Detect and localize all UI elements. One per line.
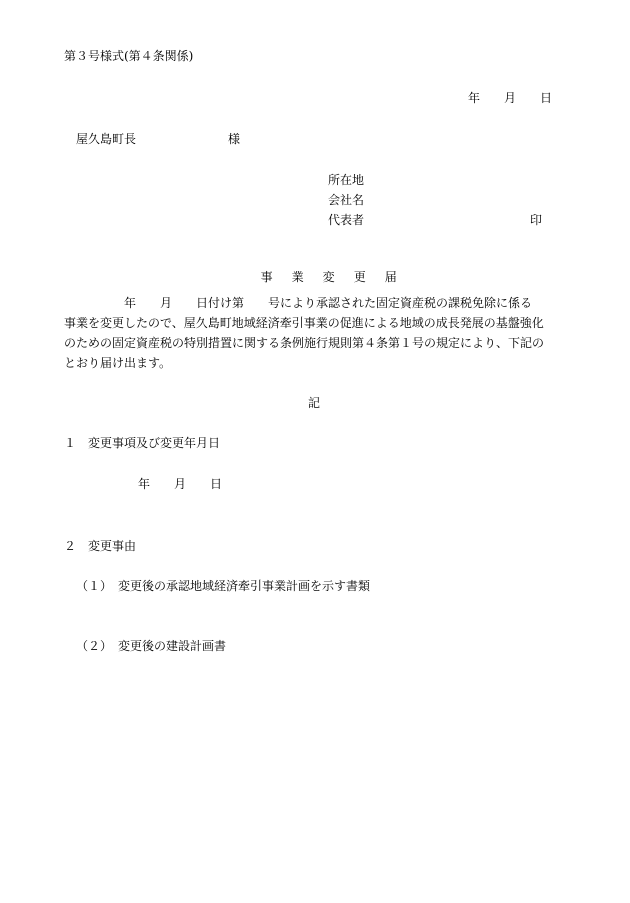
ki-heading: 記 [308, 396, 321, 410]
body-line: とおり届け出ます。 [64, 356, 172, 370]
title-char: 事 [260, 270, 273, 284]
item2-sub2: （２） 変更後の建設計画書 [76, 639, 227, 653]
addressee: 屋久島町長 [76, 132, 137, 146]
title-char: 届 [384, 270, 397, 284]
item2-label: ２ 変更事由 [64, 539, 137, 553]
item1-label: １ 変更事項及び変更年月日 [64, 436, 221, 450]
body-line: 年 月 日付け第 号により承認された固定資産税の課税免除に係る [64, 296, 533, 310]
item2-sub1: （１） 変更後の承認地域経済牽引事業計画を示す書類 [76, 579, 371, 593]
change-date: 年 月 日 [138, 477, 223, 491]
representative-label: 代表者 [328, 213, 365, 227]
title-char: 更 [353, 270, 366, 284]
submission-date: 年 月 日 [468, 91, 553, 105]
honorific: 様 [228, 132, 241, 146]
address-label: 所在地 [328, 173, 365, 187]
seal-mark: 印 [530, 213, 543, 227]
title-char: 変 [322, 270, 335, 284]
title-char: 業 [291, 270, 304, 284]
body-paragraph [64, 293, 569, 373]
form-number: 第３号様式(第４条関係) [64, 49, 194, 63]
company-name-label: 会社名 [328, 193, 365, 207]
body-line: 事業を変更したので、屋久島町地域経済牽引事業の促進による地域の成長発展の基盤強化 [64, 316, 544, 330]
document-title [253, 253, 416, 285]
body-line: のための固定資産税の特別措置に関する条例施行規則第４条第１号の規定により、下記の [64, 336, 545, 350]
